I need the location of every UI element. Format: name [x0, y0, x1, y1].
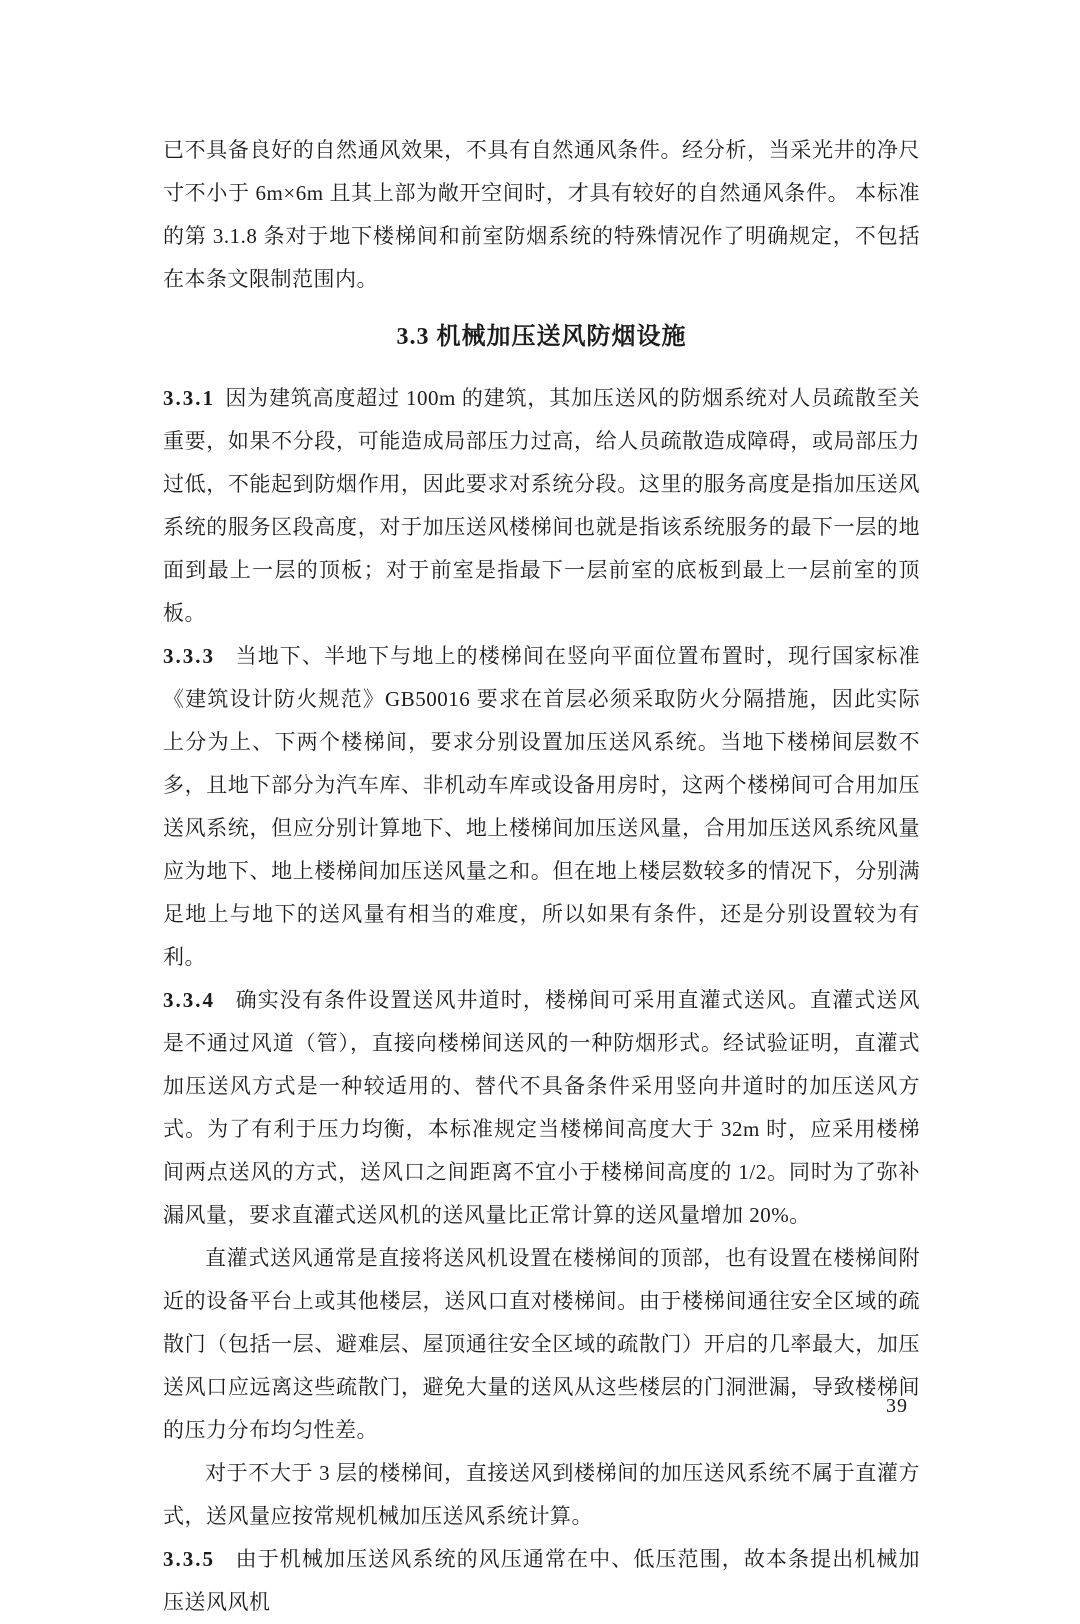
clause-number: 3.3.3 [163, 644, 215, 668]
section-heading: 3.3 机械加压送风防烟设施 [396, 324, 687, 350]
clause-number: 3.3.4 [163, 988, 215, 1012]
page-number: 39 [886, 1395, 908, 1417]
clause-3-3-1 [163, 377, 920, 635]
explanatory-paragraph: 直灌式送风通常是直接将送风机设置在楼梯间的顶部，也有设置在楼梯间附近的设备平台上或其他楼层，送风口直对楼梯间。由于楼梯间通往安全区域的疏散门（包括一层、避难层、屋顶通往安全区域的疏散门）开启的几率最大，加压送风口应远离这些疏散门，避免大量的送风从这些楼层的门洞泄漏，导致楼梯间的压力分布均匀性差。 [163, 1246, 920, 1442]
clause-number: 3.3.5 [163, 1547, 215, 1571]
clause-text: 因为建筑高度超过 100m 的建筑，其加压送风的防烟系统对人员疏散至关重要，如果不分段，可能造成局部压力过高，给人员疏散造成障碍，或局部压力过低，不能起到防烟作用，因此要求对系统分段。这里的服务高度是指加压送风系统的服务区段高度，对于加压送风楼梯间也就是指该系统服务的最下一层的地面到最上一层的顶板；对于前室是指最下一层前室的底板到最上一层前室的顶板。 [163, 386, 920, 625]
clause-3-3-5 [163, 1538, 920, 1624]
clause-number: 3.3.1 [163, 386, 215, 410]
clause-text: 确实没有条件设置送风井道时，楼梯间可采用直灌式送风。直灌式送风是不通过风道（管），直接向楼梯间送风的一种防烟形式。经试验证明，直灌式加压送风方式是一种较适用的、替代不具备条件采用竖向井道时的加压送风方式。为了有利于压力均衡，本标准规定当楼梯间高度大于 32m 时，应采用楼梯间两点送风的方式，送风口之间距离不宜小于楼梯间高度的 1/2。同时为了弥补漏风量，要求直灌式送风机的送风量比正常计算的送风量增加 20%。 [163, 988, 920, 1227]
clause-3-3-4 [163, 979, 920, 1237]
clause-text: 由于机械加压送风系统的风压通常在中、低压范围，故本条提出机械加压送风风机 [163, 1547, 920, 1614]
clause-3-3-3 [163, 635, 920, 979]
continuation-paragraph: 已不具备良好的自然通风效果，不具有自然通风条件。经分析，当采光井的净尺寸不小于 6m×6m 且其上部为敞开空间时，才具有较好的自然通风条件。 本标准的第 3.1.8 条对于地下楼梯间和前室防烟系统的特殊情况作了明确规定，不包括在本条文限制范围内。 [163, 138, 920, 291]
page-content [163, 129, 920, 1624]
clause-text: 当地下、半地下与地上的楼梯间在竖向平面位置布置时，现行国家标准《建筑设计防火规范》GB50016 要求在首层必须采取防火分隔措施，因此实际上分为上、下两个楼梯间，要求分别设置加压送风系统。当地下楼梯间层数不多，且地下部分为汽车库、非机动车库或设备用房时，这两个楼梯间可合用加压送风系统，但应分别计算地下、地上楼梯间加压送风量，合用加压送风系统风量应为地下、地上楼梯间加压送风量之和。但在地上楼层数较多的情况下，分别满足地上与地下的送风量有相当的难度，所以如果有条件，还是分别设置较为有利。 [163, 644, 920, 969]
explanatory-paragraph: 对于不大于 3 层的楼梯间，直接送风到楼梯间的加压送风系统不属于直灌方式，送风量应按常规机械加压送风系统计算。 [163, 1461, 920, 1528]
